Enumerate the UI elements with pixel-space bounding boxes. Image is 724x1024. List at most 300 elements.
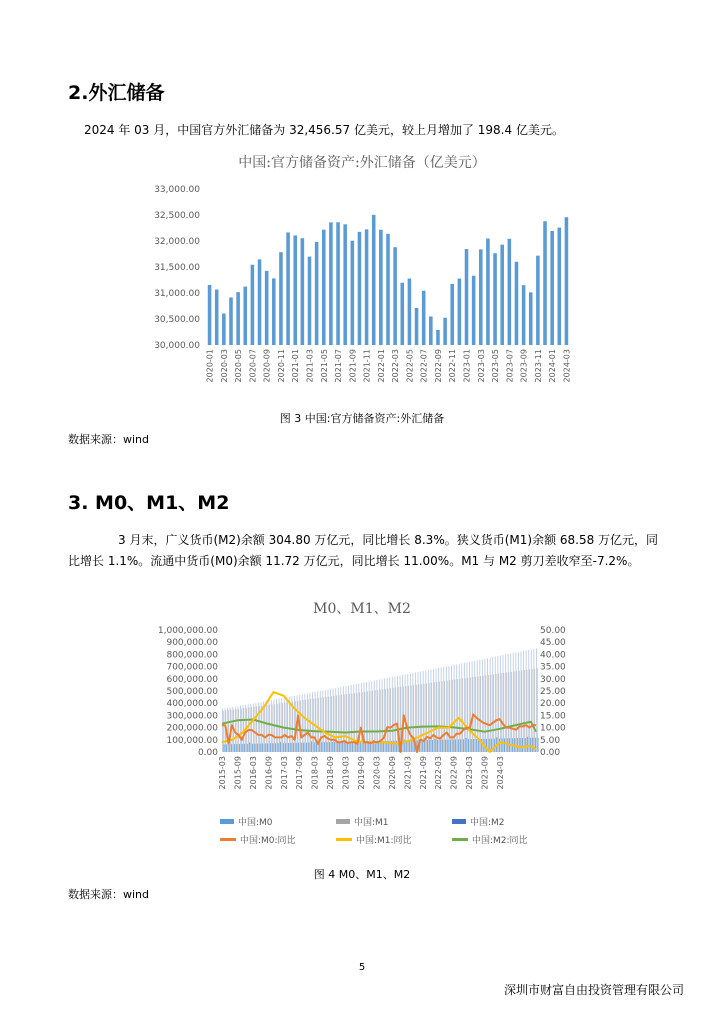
money-ytick-right-label: 50.00 [540, 626, 566, 636]
m0-bar [270, 743, 271, 752]
m2-bar [485, 659, 486, 752]
money-ytick-left-label: 800,000.00 [166, 650, 218, 661]
m2-bar [284, 698, 285, 752]
m1-bar [483, 676, 484, 752]
m2-bar [461, 663, 462, 752]
legend-label-m0-yoy: 中国:M0:同比 [240, 836, 296, 846]
m0-bar [409, 740, 410, 752]
m0-bar [262, 744, 263, 752]
m2-bar [521, 651, 522, 752]
m0-bar [327, 742, 328, 752]
fx-bar [493, 253, 497, 345]
fx-bar [336, 222, 340, 345]
fx-xtick-label: 2020-03 [219, 349, 229, 383]
fx-bar [358, 232, 362, 345]
legend-label-m2: 中国:M2 [470, 818, 505, 828]
fx-xtick-label: 2021-05 [319, 349, 329, 383]
m0-bar [334, 742, 335, 752]
m1-bar [455, 679, 456, 752]
m2-bar [320, 691, 321, 752]
fx-bar [372, 215, 376, 345]
m0-bar [437, 740, 438, 752]
m2-bar [508, 654, 509, 752]
m1-bar [444, 681, 445, 752]
fx-xtick-label: 2020-11 [276, 349, 286, 383]
m1-bar [529, 669, 530, 752]
m1-bar [434, 682, 435, 752]
legend-line-m1-yoy [336, 838, 352, 841]
fx-xtick-label: 2023-09 [519, 349, 529, 383]
m2-bar [459, 664, 460, 752]
m0-bar [445, 740, 446, 752]
m1-bar [336, 696, 337, 752]
legend-m1 [336, 815, 389, 828]
fx-bar [265, 271, 269, 345]
m2-bar [464, 663, 465, 752]
m1-bar [496, 674, 497, 752]
fx-xtick-label: 2020-09 [262, 349, 272, 383]
m2-bar [503, 655, 504, 752]
m0-bar [460, 739, 461, 752]
m2-bar [479, 660, 480, 752]
m1-bar [534, 669, 535, 752]
m2-bar [456, 664, 457, 752]
m2-bar [240, 706, 241, 752]
fx-ytick-label: 31,000.00 [154, 289, 200, 299]
fx-bar [351, 241, 355, 345]
m0-bar [332, 742, 333, 752]
m0-bar [468, 739, 469, 752]
fx-bar [472, 276, 476, 345]
m0-bar [527, 737, 528, 752]
m2-bar [533, 649, 534, 752]
m0-bar [278, 743, 279, 752]
m2-bar [472, 661, 473, 752]
m0-bar [293, 743, 294, 752]
m0-bar [363, 741, 364, 752]
m2-bar [248, 704, 249, 752]
m1-bar [352, 693, 353, 752]
fx-bar [515, 262, 519, 345]
legend-line-m0-yoy [220, 838, 236, 841]
money-ytick-right-label: 35.00 [540, 662, 566, 673]
fx-xtick-label: 2020-01 [205, 349, 215, 383]
m0-bar [442, 740, 443, 752]
m0-bar [448, 740, 449, 752]
fx-ytick-label: 32,000.00 [154, 237, 200, 247]
fx-xtick-label: 2022-03 [391, 349, 401, 383]
m0-bar [255, 744, 256, 752]
fx-xtick-label: 2022-01 [376, 349, 386, 383]
fx-xtick-label: 2023-03 [476, 349, 486, 383]
m2-bar [430, 669, 431, 752]
money-xtick-label: 2022-03 [434, 756, 444, 790]
m1-bar [362, 692, 363, 752]
m2-bar [510, 654, 511, 752]
fx-bar [379, 230, 383, 345]
m2-bar [304, 694, 305, 752]
m2-bar [500, 656, 501, 752]
fx-bar [422, 291, 426, 345]
money-xtick-label: 2020-09 [387, 756, 397, 790]
fx-chart-title: 中国:官方储备资产:外汇储备（亿美元） [238, 155, 486, 171]
m0-bar [226, 744, 227, 752]
fx-bar [500, 245, 504, 345]
m0-bar [298, 743, 299, 752]
m1-bar [277, 704, 278, 752]
fx-bar [329, 222, 333, 345]
m0-bar [275, 743, 276, 752]
m0-bar [329, 742, 330, 752]
legend-label-m1: 中国:M1 [354, 818, 389, 828]
m0-bar [234, 744, 235, 752]
money-ytick-right-label: 40.00 [540, 650, 566, 661]
m0-bar [321, 742, 322, 752]
m0-bar [463, 739, 464, 752]
legend-m0-yoy [220, 833, 296, 846]
m1-bar [452, 680, 453, 752]
m2-bar [451, 665, 452, 752]
m2-bar [454, 665, 455, 752]
fx-bar [251, 265, 255, 345]
m2-bar [397, 676, 398, 752]
m0-bar [257, 744, 258, 752]
fx-xtick-label: 2023-07 [505, 349, 515, 383]
fx-bar [536, 256, 540, 345]
money-xtick-label: 2018-09 [326, 756, 336, 790]
m2-bar [518, 652, 519, 752]
m1-bar [339, 695, 340, 752]
money-ytick-right-label: 45.00 [540, 638, 566, 649]
m2-bar [294, 696, 295, 752]
fx-bar [258, 259, 262, 345]
m1-bar [475, 677, 476, 752]
m2-bar [526, 650, 527, 752]
m1-bar [272, 704, 273, 752]
m1-bar [485, 675, 486, 752]
fx-bar [522, 285, 526, 345]
m1-bar [328, 697, 329, 752]
m1-bar [460, 679, 461, 752]
money-chart-caption: 图 4 M0、M1、M2 [313, 868, 411, 881]
money-paragraph-line1: 3 月末，广义货币(M2)余额 304.80 万亿元，同比增长 8.3%。狭义货币(M1)余额 68.58 万亿元，同 [118, 533, 659, 547]
legend-m2 [452, 815, 505, 828]
m2-bar [268, 701, 269, 752]
m1-bar [326, 697, 327, 752]
m0-bar [525, 738, 526, 752]
m1-bar [524, 670, 525, 752]
m0-bar [242, 744, 243, 752]
m1-bar [267, 705, 268, 752]
m1-bar [359, 692, 360, 752]
m2-bar [441, 667, 442, 752]
m0-bar [239, 744, 240, 752]
fx-bar [443, 318, 447, 345]
fx-bar [450, 284, 454, 345]
fx-ytick-label: 33,000.00 [154, 185, 200, 195]
m1-bar [395, 688, 396, 752]
m2-bar [271, 700, 272, 752]
m1-bar [246, 708, 247, 752]
m2-bar [515, 652, 516, 752]
legend-m0 [220, 815, 273, 828]
m0-bar [260, 744, 261, 752]
money-xtick-label: 2023-09 [480, 756, 490, 790]
m0-bar [430, 740, 431, 752]
m1-bar [274, 704, 275, 752]
fx-xtick-label: 2022-05 [405, 349, 415, 383]
m2-bar [392, 677, 393, 752]
m0-bar [435, 739, 436, 752]
fx-bar [343, 224, 347, 345]
m2-bar [528, 650, 529, 752]
fx-bar [486, 239, 490, 345]
m1-bar [509, 672, 510, 752]
fx-xtick-label: 2023-05 [491, 349, 501, 383]
m2-bar [322, 690, 323, 752]
m0-bar [424, 740, 425, 752]
m1-bar [238, 709, 239, 752]
m0-bar [422, 740, 423, 752]
m0-bar [244, 744, 245, 752]
m2-bar [490, 658, 491, 752]
fx-bar [550, 231, 554, 345]
m1-bar [262, 706, 263, 752]
m2-bar [394, 676, 395, 752]
m0-bar [453, 739, 454, 752]
fx-bar [301, 238, 305, 345]
m2-bar [482, 659, 483, 752]
m1-bar [431, 683, 432, 752]
money-ytick-left-label: 500,000.00 [166, 687, 218, 697]
m0-bar [249, 743, 250, 752]
m1-bar [506, 673, 507, 752]
m0-bar [412, 740, 413, 752]
fx-bar [272, 278, 276, 345]
m2-bar [253, 703, 254, 752]
money-ytick-left-label: 700,000.00 [166, 662, 218, 673]
m1-bar [467, 678, 468, 752]
money-chart-title: M0、M1、M2 [313, 601, 411, 617]
m1-bar [408, 686, 409, 752]
money-xtick-label: 2015-09 [233, 756, 243, 790]
fx-xtick-label: 2022-11 [448, 349, 458, 383]
m1-bar [305, 700, 306, 752]
fx-reserves-chart [0, 175, 724, 400]
m0-bar [283, 743, 284, 752]
m2-bar [536, 648, 537, 752]
money-ytick-left-label: 0.00 [197, 748, 218, 758]
m2-bar [389, 678, 390, 752]
m1-bar [514, 671, 515, 752]
m1-bar [256, 706, 257, 752]
m1-bar [228, 710, 229, 752]
money-ytick-right-label: 10.00 [540, 723, 566, 734]
fx-ytick-label: 32,500.00 [154, 211, 200, 221]
m1-bar [501, 673, 502, 752]
money-xtick-label: 2021-03 [403, 756, 413, 790]
money-xtick-label: 2022-09 [449, 756, 459, 790]
m1-bar [493, 674, 494, 752]
m2-bar [325, 690, 326, 752]
money-ytick-right-label: 5.00 [540, 735, 561, 746]
fx-bar [308, 257, 312, 345]
m0-bar [301, 743, 302, 752]
money-ytick-right-label: 15.00 [540, 711, 566, 722]
money-ytick-left-label: 300,000.00 [166, 711, 218, 722]
money-xtick-label: 2019-03 [341, 756, 351, 790]
m1-bar [241, 708, 242, 752]
m1-bar [341, 695, 342, 752]
m0-bar [522, 738, 523, 752]
m1-bar [411, 685, 412, 752]
m2-bar [531, 649, 532, 752]
m0-bar [520, 738, 521, 752]
m2-bar [384, 679, 385, 752]
fx-bar [222, 313, 226, 345]
m1-bar [519, 671, 520, 752]
m2-bar [436, 668, 437, 752]
fx-bar [208, 285, 212, 345]
m2-bar [467, 662, 468, 752]
fx-data-source: 数据来源：wind [68, 433, 150, 446]
section-heading-money-supply: 3. M0、M1、M2 [68, 492, 230, 514]
m2-bar [227, 708, 228, 752]
money-data-source: 数据来源：wind [68, 888, 150, 901]
m2-bar [258, 702, 259, 752]
m2-bar [243, 705, 244, 752]
fx-xtick-label: 2023-01 [462, 349, 472, 383]
fx-ytick-label: 30,500.00 [154, 315, 200, 325]
m2-bar [446, 666, 447, 752]
m2-bar [330, 689, 331, 752]
m1-bar [308, 699, 309, 752]
m1-bar [521, 670, 522, 752]
m1-bar [287, 702, 288, 752]
fx-bar [279, 252, 283, 345]
fx-xtick-label: 2022-07 [419, 349, 429, 383]
m0-bar [247, 744, 248, 752]
m1-bar [527, 670, 528, 752]
m1-bar [223, 711, 224, 752]
m2-bar [279, 699, 280, 752]
m0-bar [306, 743, 307, 752]
m0-bar [296, 743, 297, 752]
m1-bar [439, 682, 440, 752]
fx-bar [543, 221, 547, 345]
m2-bar [315, 692, 316, 752]
money-xtick-label: 2017-03 [279, 756, 289, 790]
fx-ytick-label: 31,500.00 [154, 263, 200, 273]
m0-bar [273, 743, 274, 752]
m0-bar [231, 744, 232, 752]
m0-bar [265, 743, 266, 752]
m2-bar [281, 698, 282, 752]
m0-bar [473, 739, 474, 752]
m2-bar [307, 693, 308, 752]
legend-swatch-m0 [220, 819, 234, 824]
fx-bar [293, 235, 297, 345]
m2-bar [505, 655, 506, 752]
m1-bar [298, 701, 299, 752]
money-ytick-left-label: 900,000.00 [166, 638, 218, 649]
fx-bar [286, 232, 290, 345]
fx-bar [436, 330, 440, 345]
m0-bar [360, 741, 361, 752]
money-ytick-right-label: 0.00 [540, 748, 561, 758]
fx-bar [529, 292, 533, 345]
m0-bar [324, 742, 325, 752]
m2-bar [235, 707, 236, 752]
m1-bar [429, 683, 430, 752]
m1-bar [292, 701, 293, 752]
m0-bar [252, 744, 253, 752]
m1-bar [532, 669, 533, 752]
m1-bar [344, 694, 345, 752]
m0-bar [396, 741, 397, 752]
money-xtick-label: 2023-03 [465, 756, 475, 790]
m2-bar [250, 704, 251, 752]
m2-bar [492, 657, 493, 752]
fx-bar [215, 290, 219, 345]
m1-bar [437, 682, 438, 752]
fx-chart-caption: 图 3 中国:官方储备资产:外汇储备 [279, 412, 445, 425]
money-ytick-left-label: 1,000,000.00 [157, 626, 218, 636]
m1-bar [269, 705, 270, 752]
m2-bar [222, 709, 223, 752]
m0-bar [337, 742, 338, 752]
m0-bar [471, 739, 472, 752]
m2-bar [487, 658, 488, 752]
money-supply-chart [0, 620, 724, 802]
fx-bar [465, 249, 469, 345]
m0-bar [450, 740, 451, 752]
m2-bar [474, 661, 475, 752]
m0-bar [476, 739, 477, 752]
m2-bar [415, 672, 416, 752]
fx-bar [429, 316, 433, 345]
money-ytick-left-label: 100,000.00 [166, 735, 218, 746]
fx-xtick-label: 2024-01 [548, 349, 558, 383]
m0-bar [507, 738, 508, 752]
m1-bar [516, 671, 517, 752]
m1-bar [416, 685, 417, 752]
m0-bar [309, 743, 310, 752]
fx-bar [365, 229, 369, 345]
money-ytick-left-label: 200,000.00 [166, 723, 218, 734]
m1-bar [478, 676, 479, 752]
money-ytick-right-label: 30.00 [540, 674, 566, 685]
money-xtick-label: 2017-09 [295, 756, 305, 790]
m2-bar [443, 667, 444, 752]
m0-bar [291, 743, 292, 752]
m0-bar [229, 744, 230, 752]
m2-bar [333, 688, 334, 752]
m2-bar [418, 672, 419, 752]
fx-xtick-label: 2020-05 [234, 349, 244, 383]
fx-bar [558, 228, 562, 345]
fx-bar [479, 249, 483, 345]
legend-label-m1-yoy: 中国:M1:同比 [356, 836, 412, 846]
m1-bar [321, 698, 322, 752]
m2-bar [266, 701, 267, 752]
m2-bar [495, 657, 496, 752]
m0-bar [517, 738, 518, 752]
fx-bar [322, 230, 326, 345]
m0-bar [499, 739, 500, 752]
fx-xtick-label: 2023-11 [533, 349, 543, 383]
money-xtick-label: 2015-03 [218, 756, 227, 790]
